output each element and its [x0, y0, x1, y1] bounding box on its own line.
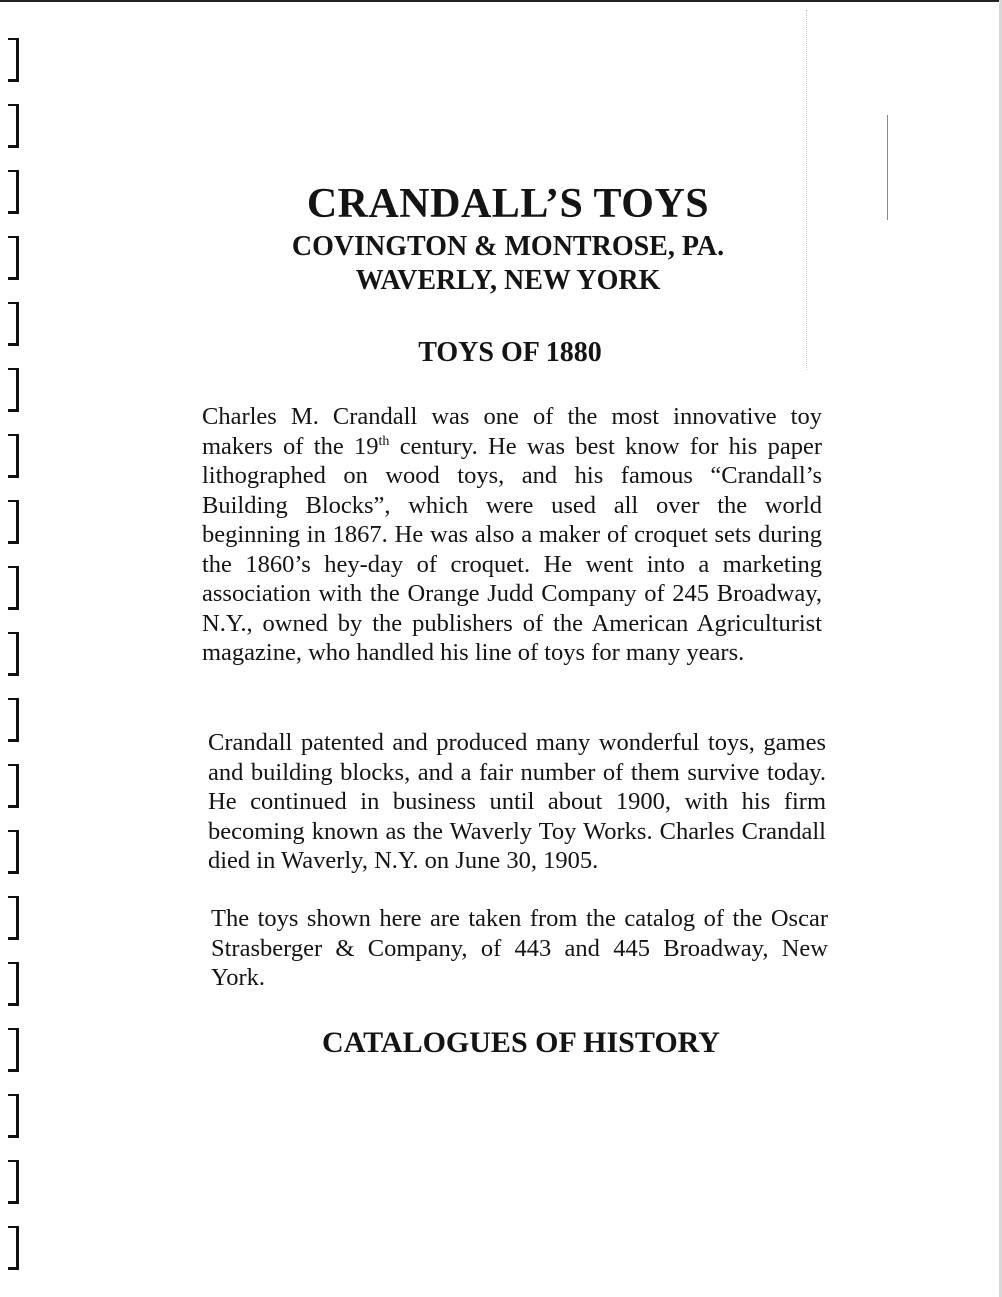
binding-bracket-icon: [8, 1094, 19, 1138]
binding-bracket-icon: [8, 434, 19, 478]
binding-bracket-icon: [8, 104, 19, 148]
binding-bracket-icon: [8, 896, 19, 940]
page-title: CRANDALL’S TOYS: [306, 181, 710, 227]
paragraph: Crandall patented and produced many wonderful toys, games and building blocks, and a fair number of them survive today. He continued in business until about 1900, with his firm becoming known as the Waverly Toy Works. Charles Crandall died in Waverly, N.Y. on June 30, 1905.: [208, 729, 826, 874]
binding-bracket-icon: [8, 764, 19, 808]
subtitle-location: WAVERLY, NEW YORK: [355, 265, 661, 296]
top-border: [0, 0, 1002, 2]
paragraph-text: Charles M. Crandall was one of the most innovative toy makers of the 19: [202, 403, 822, 460]
paragraph: [202, 402, 822, 668]
section-heading: TOYS OF 1880: [418, 337, 602, 368]
binding-bracket-icon: [8, 698, 19, 742]
footer-heading: CATALOGUES OF HISTORY: [322, 1026, 720, 1059]
binding-bracket-icon: [8, 1160, 19, 1204]
binding-bracket-icon: [8, 566, 19, 610]
binding-bracket-icon: [8, 368, 19, 412]
paragraph-text: century. He was best know for his paper lithographed on wood toys, and his famous “Crandall’s Building Blocks”, which were used all over the world beginning in 1867. He was also a maker of croquet sets during the 1860’s hey-day of croquet. He went into a marketing association with the Orange Judd Company of 245 Broadway, N.Y., owned by the publishers of the American Agriculturist magazine, who handled his line of toys for many years.: [202, 432, 822, 666]
binding-bracket-icon: [8, 500, 19, 544]
binding-bracket-icon: [8, 38, 19, 82]
binding-bracket-icon: [8, 1226, 19, 1270]
binding-bracket-icon: [8, 830, 19, 874]
paragraph: The toys shown here are taken from the catalog of the Oscar Strasberger & Company, of 443 and 445 Broadway, New York.: [211, 905, 828, 991]
superscript: th: [378, 433, 390, 449]
subtitle-location: COVINGTON & MONTROSE, PA.: [291, 231, 725, 262]
binding-bracket-icon: [8, 962, 19, 1006]
binding-bracket-icon: [8, 632, 19, 676]
